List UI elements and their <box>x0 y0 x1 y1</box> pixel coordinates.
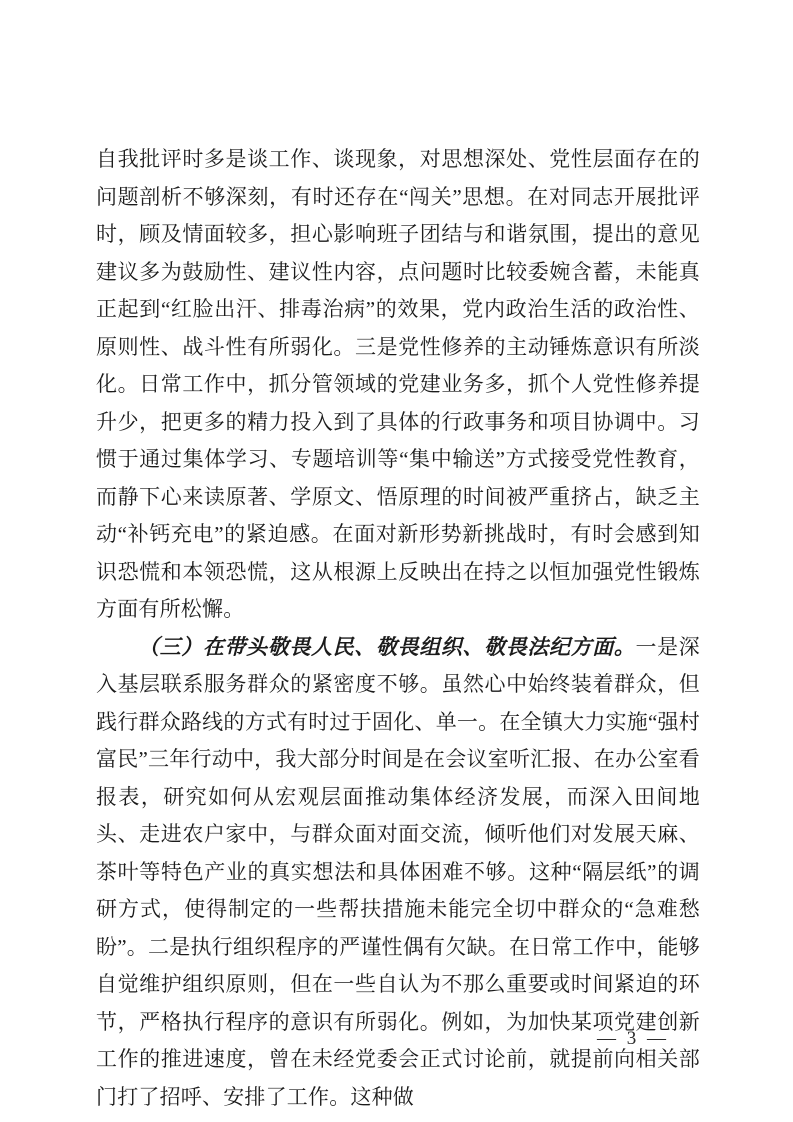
section-3-body-text: 一是深入基层联系服务群众的紧密度不够。虽然心中始终装着群众，但践行群众路线的方式有时过于固化、单一。在全镇大力实施“强村富民”三年行动中，我大部分时间是在会议室听汇报、在办公室看报表，研究如何从宏观层面推动集体经济发展，而深入田间地头、走进农户家中，与群众面对面交流，倾听他们对发展天麻、茶叶等特色产业的真实想法和具体困难不够。这种“隔层纸”的调研方式，使得制定的一些帮扶措施未能完全切中群众的“急难愁盼”。二是执行组织程序的严谨性偶有欠缺。在日常工作中，能够自觉维护组织原则，但在一些自认为不那么重要或时间紧迫的环节，严格执行程序的意识有所弱化。例如，为加快某项党建创新工作的推进速度，曾在未经党委会正式讨论前，就提前向相关部门打了招呼、安排了工作。这种做 <box>96 634 700 1109</box>
paragraph-continuation <box>96 141 700 629</box>
page-number: — 3 — <box>597 1028 669 1049</box>
paragraph-continuation-text: 自我批评时多是谈工作、谈现象，对思想深处、党性层面存在的问题剖析不够深刻，有时还存在“闯关”思想。在对同志开展批评时，顾及情面较多，担心影响班子团结与和谐氛围，提出的意见建议多为鼓励性、建议性内容，点问题时比较委婉含蓄，未能真正起到“红脸出汗、排毒治病”的效果，党内政治生活的政治性、原则性、战斗性有所弱化。三是党性修养的主动锤炼意识有所淡化。日常工作中，抓分管领域的党建业务多，抓个人党性修养提升少，把更多的精力投入到了具体的行政事务和项目协调中。习惯于通过集体学习、专题培训等“集中输送”方式接受党性教育，而静下心来读原著、学原文、悟原理的时间被严重挤占，缺乏主动“补钙充电”的紧迫感。在面对新形势新挑战时，有时会感到知识恐慌和本领恐慌，这从根源上反映出在持之以恒加强党性锻炼方面有所松懈。 <box>96 147 700 621</box>
document-text-block <box>96 141 700 1116</box>
section-3-heading: （三）在带头敬畏人民、敬畏组织、敬畏法纪方面。 <box>138 634 636 659</box>
